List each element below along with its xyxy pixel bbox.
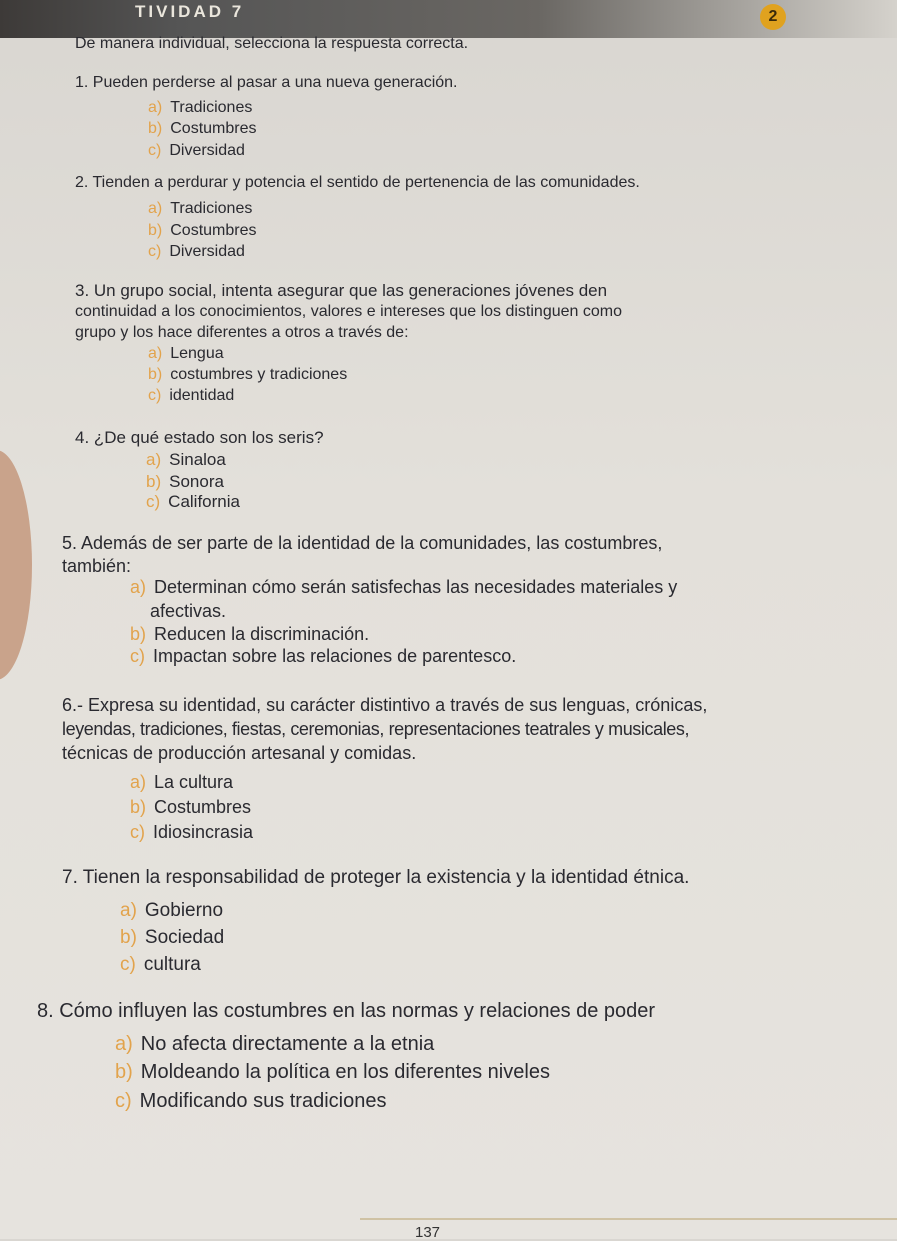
option-text: La cultura bbox=[154, 772, 234, 792]
option-text: Tradiciones bbox=[170, 99, 253, 116]
option-letter: a) bbox=[120, 900, 137, 921]
option-letter: b) bbox=[130, 624, 147, 644]
q5-option-b[interactable] bbox=[130, 624, 369, 645]
option-letter: a) bbox=[148, 200, 163, 217]
option-text: Diversidad bbox=[169, 243, 245, 260]
option-letter: a) bbox=[148, 345, 163, 362]
question-3-line-1: 3. Un grupo social, intenta asegurar que las generaciones jóvenes den bbox=[75, 281, 608, 300]
option-text: Diversidad bbox=[169, 142, 245, 159]
option-text: Impactan sobre las relaciones de parentesco. bbox=[153, 646, 517, 666]
option-text: California bbox=[168, 492, 240, 511]
q1-option-a[interactable] bbox=[148, 99, 252, 117]
option-text: Tradiciones bbox=[170, 200, 253, 217]
q7-option-b[interactable] bbox=[120, 927, 224, 949]
q5-option-c[interactable] bbox=[130, 646, 516, 667]
option-letter: c) bbox=[148, 387, 162, 404]
q8-option-a[interactable] bbox=[115, 1033, 434, 1056]
q2-option-a[interactable] bbox=[148, 200, 252, 218]
option-letter: b) bbox=[115, 1061, 133, 1083]
question-4: 4. ¿De qué estado son los seris? bbox=[75, 428, 324, 447]
option-text: Determinan cómo serán satisfechas las necesidades materiales y bbox=[154, 577, 678, 597]
option-letter: a) bbox=[115, 1033, 133, 1055]
option-letter: c) bbox=[115, 1090, 132, 1112]
option-text: Sociedad bbox=[144, 927, 225, 948]
q5-option-a[interactable] bbox=[130, 577, 677, 598]
option-text: Gobierno bbox=[144, 900, 224, 921]
option-letter: a) bbox=[148, 99, 163, 116]
option-letter: b) bbox=[146, 472, 162, 491]
option-text: Sinaloa bbox=[169, 450, 226, 469]
q8-option-b[interactable] bbox=[115, 1061, 550, 1084]
q6-option-c[interactable] bbox=[130, 822, 253, 843]
question-3-line-2: continuidad a los conocimientos, valores e intereses que los distinguen como bbox=[75, 303, 622, 320]
option-letter: b) bbox=[130, 797, 147, 817]
activity-title: TIVIDAD 7 bbox=[135, 2, 245, 21]
option-text: No afecta directamente a la etnia bbox=[140, 1033, 435, 1055]
q6-option-b[interactable] bbox=[130, 797, 251, 818]
option-text: Costumbres bbox=[170, 120, 257, 137]
q7-option-a[interactable] bbox=[120, 900, 223, 922]
question-2: 2. Tienden a perdurar y potencia el sentido de pertenencia de las comunidades. bbox=[75, 174, 640, 191]
q2-option-c[interactable] bbox=[148, 243, 245, 261]
option-text: Reducen la discriminación. bbox=[154, 624, 370, 644]
option-text: costumbres y tradiciones bbox=[170, 366, 348, 383]
q3-option-c[interactable] bbox=[148, 387, 234, 405]
q1-option-c[interactable] bbox=[148, 142, 245, 160]
question-6-line-3: técnicas de producción artesanal y comidas. bbox=[62, 743, 417, 763]
option-letter: a) bbox=[130, 772, 147, 792]
option-letter: b) bbox=[148, 366, 163, 383]
q1-option-b[interactable] bbox=[148, 120, 256, 138]
option-text: Idiosincrasia bbox=[153, 822, 254, 842]
option-letter: a) bbox=[130, 577, 147, 597]
question-5-line-1: 5. Además de ser parte de la identidad de la comunidades, las costumbres, bbox=[62, 533, 663, 553]
option-letter: a) bbox=[146, 450, 162, 469]
option-letter: c) bbox=[120, 954, 136, 975]
q5-option-a-continuation: afectivas. bbox=[150, 601, 227, 621]
question-8: 8. Cómo influyen las costumbres en las normas y relaciones de poder bbox=[37, 1000, 656, 1022]
question-1: 1. Pueden perderse al pasar a una nueva generación. bbox=[75, 74, 458, 91]
option-letter: c) bbox=[130, 822, 145, 842]
option-letter: c) bbox=[148, 243, 162, 260]
q8-option-c[interactable] bbox=[115, 1090, 386, 1113]
option-text: Moldeando la política en los diferentes niveles bbox=[140, 1061, 550, 1083]
option-letter: b) bbox=[148, 120, 163, 137]
option-text: Lengua bbox=[170, 345, 224, 362]
question-6-line-1: 6.- Expresa su identidad, su carácter distintivo a través de sus lenguas, crónicas, bbox=[62, 695, 708, 715]
option-letter: c) bbox=[130, 646, 145, 666]
question-7: 7. Tienen la responsabilidad de proteger la existencia y la identidad étnica. bbox=[62, 867, 690, 888]
option-letter: b) bbox=[148, 222, 163, 239]
q4-option-a[interactable] bbox=[146, 450, 226, 470]
option-text: Costumbres bbox=[170, 222, 257, 239]
instructions: De manera individual, selecciona la respuesta correcta. bbox=[75, 35, 469, 52]
decorative-shape bbox=[0, 450, 32, 680]
q7-option-c[interactable] bbox=[120, 954, 201, 976]
q4-option-c[interactable] bbox=[146, 492, 240, 512]
q2-option-b[interactable] bbox=[148, 222, 256, 240]
badge-number: 2 bbox=[760, 4, 786, 30]
option-text: Costumbres bbox=[154, 797, 252, 817]
q3-option-b[interactable] bbox=[148, 366, 347, 384]
option-text: identidad bbox=[169, 387, 235, 404]
q4-option-b[interactable] bbox=[146, 472, 224, 492]
page-number: 137 bbox=[415, 1224, 441, 1241]
question-3-line-3: grupo y los hace diferentes a otros a través de: bbox=[75, 324, 409, 341]
footer-divider bbox=[360, 1218, 897, 1220]
option-text: Modificando sus tradiciones bbox=[139, 1090, 387, 1112]
option-letter: c) bbox=[148, 142, 162, 159]
option-text: Sonora bbox=[169, 472, 224, 491]
option-text: cultura bbox=[143, 954, 201, 975]
q6-option-a[interactable] bbox=[130, 772, 233, 793]
option-letter: b) bbox=[120, 927, 137, 948]
question-6-line-2: leyendas, tradiciones, fiestas, ceremonias, representaciones teatrales y musicales, bbox=[62, 719, 690, 739]
question-5-line-2: también: bbox=[62, 556, 132, 576]
option-letter: c) bbox=[146, 492, 161, 511]
q3-option-a[interactable] bbox=[148, 345, 224, 363]
